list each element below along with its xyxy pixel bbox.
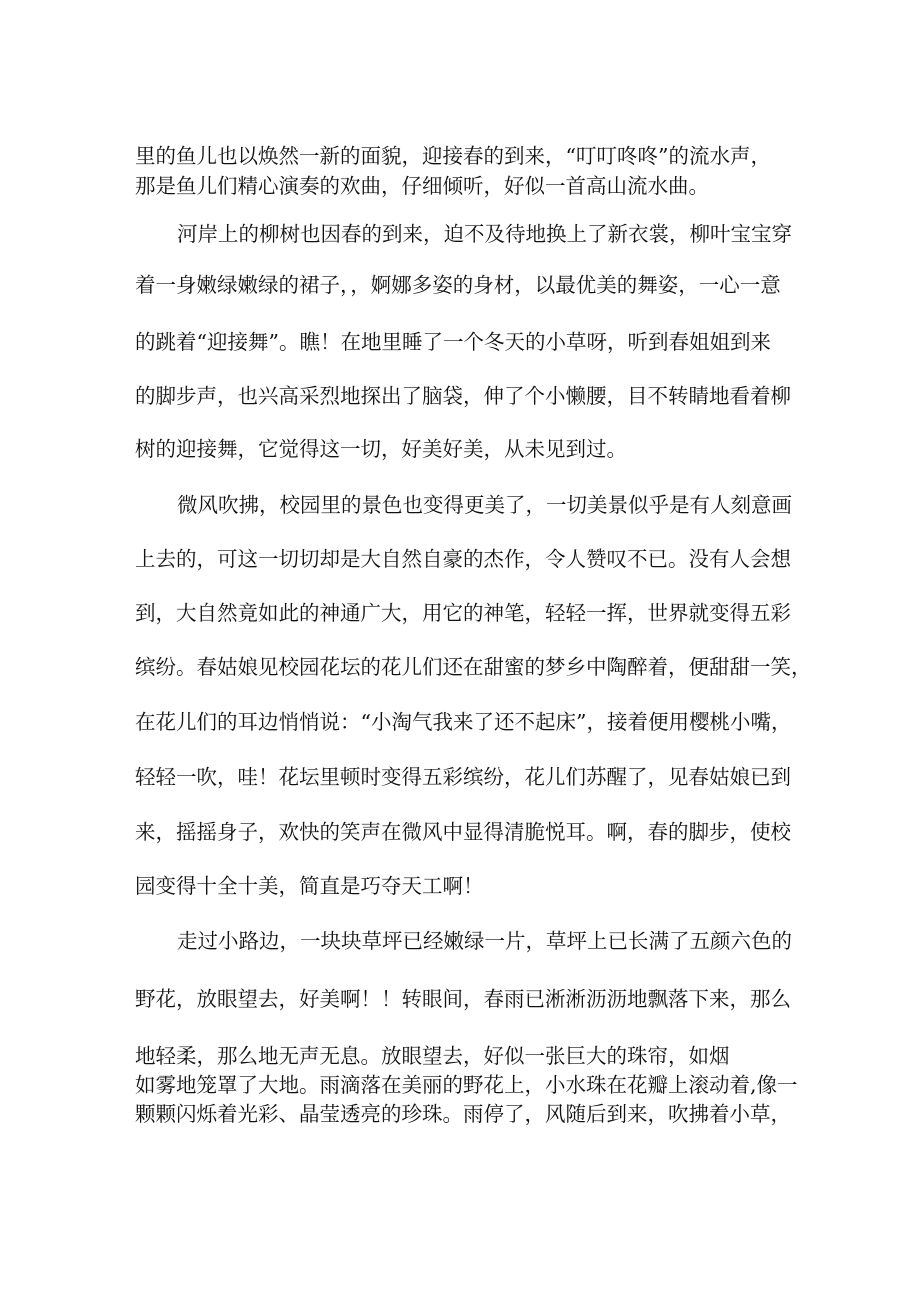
text-line: 来，摇摇身子，欢快的笑声在微风中显得清脆悦耳。啊，春的脚步，使校 [135,820,791,844]
text-line: 在花儿们的耳边悄悄说：“小淘气我来了还不起床”，接着便用樱桃小嘴， [135,710,792,734]
text-line: 野花，放眼望去，好美啊！！转眼间，春雨已淅淅沥沥地飘落下来，那么 [135,987,791,1011]
text-line: 里的鱼儿也以焕然一新的面貌，迎接春的到来，“叮叮咚咚”的流水声， [135,144,771,168]
text-line: 着一身嫩绿嫩绿的裙子，，婀娜多姿的身材，以最优美的舞姿，一心一意 [135,273,781,297]
text-line: 如雾地笼罩了大地。雨滴落在美丽的野花上，小水珠在花瓣上滚动着,像一 [135,1073,798,1097]
text-line: 那是鱼儿们精心演奏的欢曲，仔细倾听，好似一首高山流水曲。 [135,174,709,198]
text-line: 到，大自然竟如此的神通广大，用它的神笔，轻轻一挥，世界就变得五彩 [135,601,791,625]
text-line: 河岸上的柳树也因春的到来，迫不及待地换上了新衣裳，柳叶宝宝穿 [177,222,792,246]
text-line: 微风吹拂，校园里的景色也变得更美了，一切美景似乎是有人刻意画 [177,493,792,517]
text-line: 走过小路边，一块块草坪已经嫩绿一片，草坪上已长满了五颜六色的 [177,929,792,953]
text-line: 缤纷。春姑娘见校园花坛的花儿们还在甜蜜的梦乡中陶醉着，便甜甜一笑， [135,655,812,679]
text-line: 轻轻一吹，哇！花坛里顿时变得五彩缤纷，花儿们苏醒了，见春姑娘已到 [135,765,791,789]
text-line: 的跳着“迎接舞”。瞧！在地里睡了一个冬天的小草呀，听到春姐姐到来 [135,330,771,354]
text-line: 树的迎接舞，它觉得这一切，好美好美，从未见到过。 [135,437,627,461]
text-line: 地轻柔，那么地无声无息。放眼望去，好似一张巨大的珠帘，如烟 [135,1044,730,1068]
text-line: 园变得十全十美，简直是巧夺天工啊！ [135,874,484,898]
text-line: 的脚步声，也兴高采烈地探出了脑袋，伸了个小懒腰，目不转睛地看着柳 [135,384,791,408]
text-line: 颗颗闪烁着光彩、晶莹透亮的珍珠。雨停了，风随后到来，吹拂着小草， [135,1102,791,1126]
text-line: 上去的，可这一切切却是大自然自豪的杰作，令人赞叹不已。没有人会想 [135,547,791,571]
